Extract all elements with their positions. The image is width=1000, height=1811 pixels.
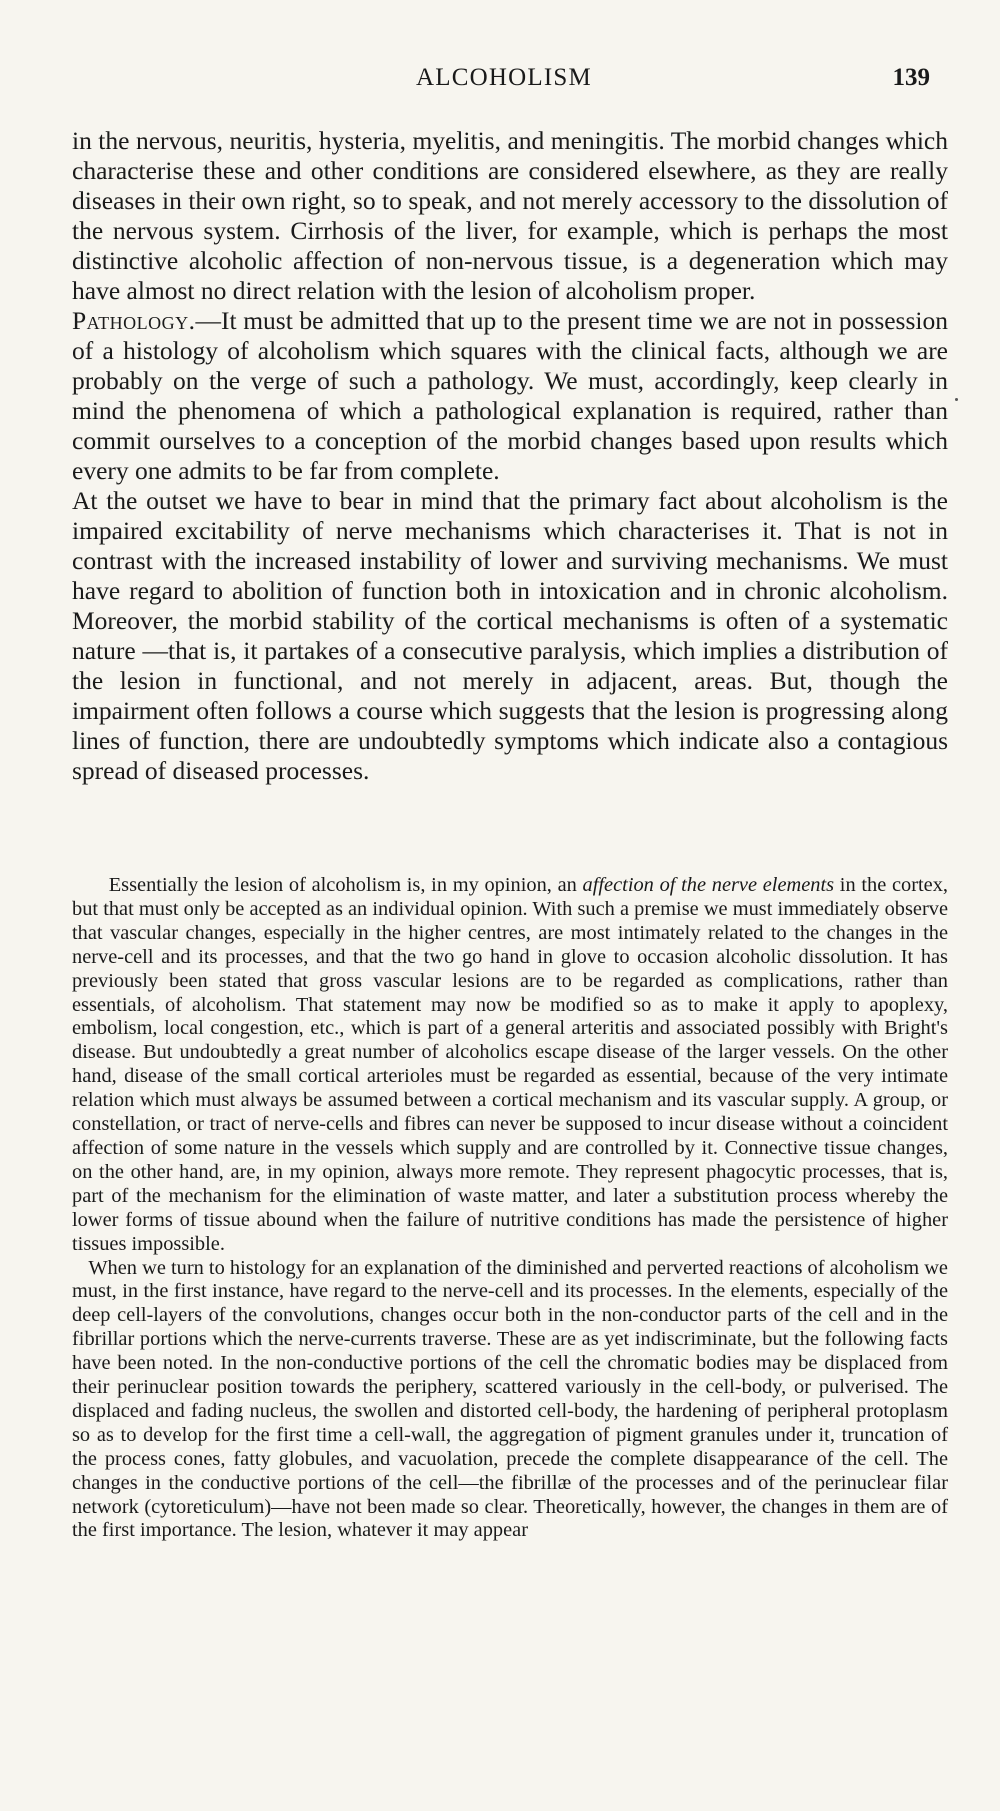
pathology-text: —It must be admitted that up to the present time we are not in possession of a histology of alcoholism which squares with the clinical facts, although we are probably on the verge of such a pathology. We must, accordingly, keep clearly in mind the phenomena of which a pathological explanation is required, rather than commit ourselves to a conception of the morbid changes based upon results which every one admits to be far from complete. xyxy=(72,306,948,485)
small-print-block xyxy=(72,874,948,1543)
paragraph-primary-fact: At the outset we have to bear in mind that the primary fact about alcoholism is the impaired excitability of nerve mechanisms which characterises it. That is not in contrast with the increased instability of lower and surviving mechanisms. We must have regard to abolition of function both in intoxication and in chronic alcoholism. Moreover, the morbid stability of the cortical mechanisms is often of a systematic nature —that is, it partakes of a consecutive paralysis, which implies a distribution of the lesion in functional, and not merely in adjacent, areas. But, though the impairment often follows a course which suggests that the lesion is progressing along lines of function, there are undoubtedly symptoms which indicate also a contagious spread of diseased processes. xyxy=(72,486,948,785)
lesion-opinion-start: Essentially the lesion of alcoholism is, in my opinion, an xyxy=(108,874,583,896)
lesion-opinion-end: in the cortex, but that must only be accepted as an individual opinion. With such a premise we must immediately observe that vascular changes, especially in the higher centres, are most intimately related to the changes in the nerve-cell and its processes, and that the two go hand in glove to occasion alcoholic dissolution. It has previously been stated that gross vascular lesions are to be regarded as complications, rather than essentials, of alcoholism. That statement may now be modified so as to make it apply to apoplexy, embolism, local congestion, etc., which is part of a general arteritis and associated possibly with Bright's disease. But undoubtedly a great number of alcoholics escape disease of the larger vessels. On the other hand, disease of the small cortical arterioles must be regarded as essential, because of the very intimate relation which must always be assumed between a cortical mechanism and its vascular supply. A group, or constellation, or tract of nerve-cells and fibres can never be supposed to incur disease without a coincident affection of some nature in the vessels which supply and are controlled by it. Connective tissue changes, on the other hand, are, in my opinion, always more remote. They represent phagocytic processes, that is, part of the mechanism for the elimination of waste matter, and later a substitution process whereby the lower forms of tissue abound when the failure of nutritive conditions has made the persistence of higher tissues impossible. xyxy=(72,874,948,1255)
page-number: 139 xyxy=(892,64,930,91)
margin-dot xyxy=(955,398,958,401)
main-text-block xyxy=(72,126,948,786)
page-header xyxy=(72,64,936,104)
running-title: ALCOHOLISM xyxy=(416,64,592,91)
paragraph-pathology xyxy=(72,306,948,486)
paragraph-histology: When we turn to histology for an explanation of the diminished and perverted reactions of alcoholism we must, in the first instance, have regard to the nerve-cell and its processes. In the elements, especially of the deep cell-layers of the convolutions, changes occur both in the non-conductor parts of the cell and in the fibrillar portions which the nerve-currents traverse. These are as yet indiscriminate, but the following facts have been noted. In the non-conductive portions of the cell the chromatic bodies may be displaced from their perinuclear position towards the periphery, scattered variously in the cell-body, or pulverised. The displaced and fading nucleus, the swollen and distorted cell-body, the hardening of peripheral protoplasm so as to develop for the first time a cell-wall, the aggregation of pigment granules under it, truncation of the process cones, fatty globules, and vacuolation, precede the complete disappearance of the cell. The changes in the conductive portions of the cell—the fibrillæ of the processes and of the perinuclear filar network (cytoreticulum)—have not been made so clear. Theoretically, however, the changes in them are of the first importance. The lesion, whatever it may appear xyxy=(72,1256,948,1542)
pathology-heading: Pathology. xyxy=(72,306,196,335)
paragraph-lesion-opinion xyxy=(72,874,948,1257)
paragraph-nervous-disorders: in the nervous, neuritis, hysteria, myelitis, and meningitis. The morbid changes which characterise these and other conditions are considered elsewhere, as they are really diseases in their own right, so to speak, and not merely accessory to the dissolution of the nervous system. Cirrhosis of the liver, for example, which is perhaps the most distinctive alcoholic affection of non-nervous tissue, is a degeneration which may have almost no direct relation with the lesion of alcoholism proper. xyxy=(72,126,948,305)
lesion-opinion-italic: affection of the nerve elements xyxy=(582,874,835,896)
